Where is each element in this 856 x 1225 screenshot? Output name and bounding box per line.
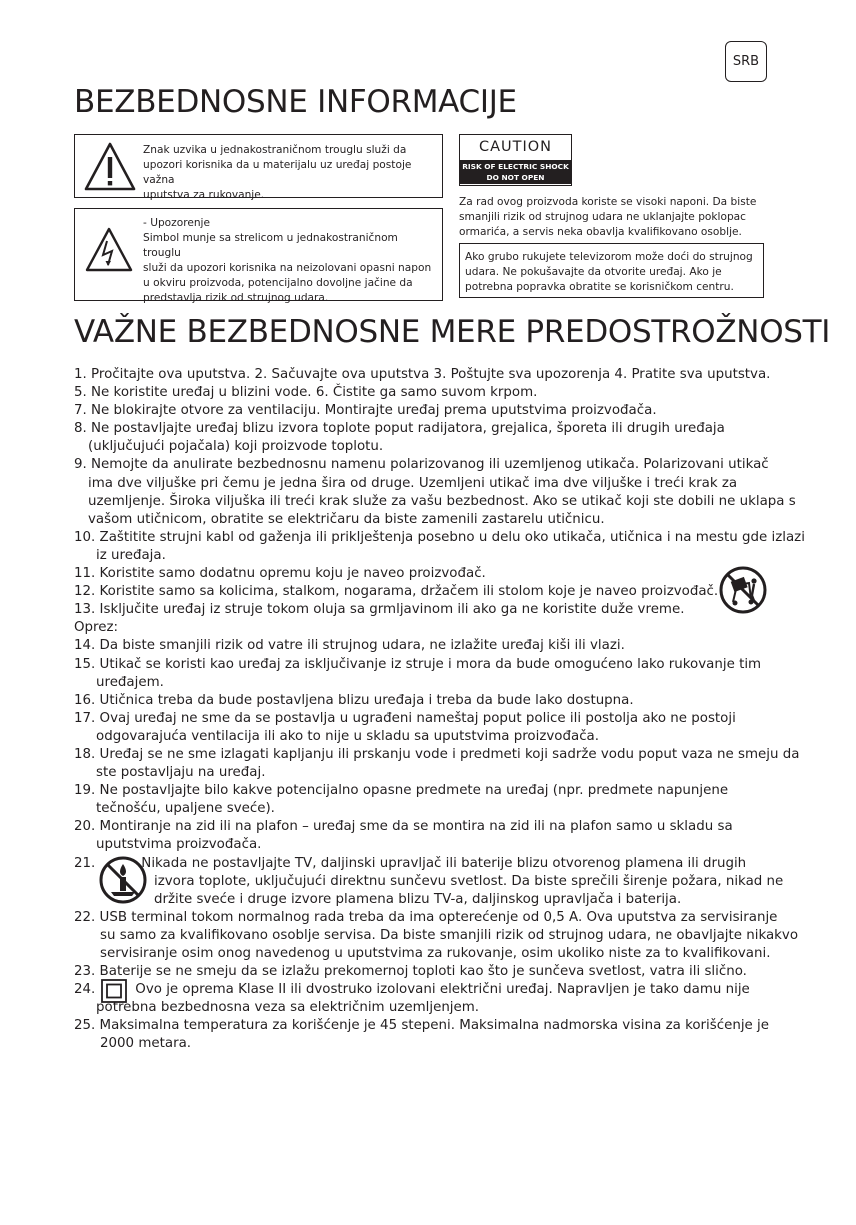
precautions-list bbox=[74, 366, 805, 1054]
box2-line: u okviru proizvoda, potencijalno dovoljne jačine da bbox=[143, 277, 413, 289]
class-ii-double-square-icon bbox=[101, 979, 127, 1007]
lightning-triangle-icon bbox=[85, 226, 133, 279]
list-item: tečnošću, upaljene sveće). bbox=[96, 801, 275, 817]
list-item: Oprez: bbox=[74, 620, 119, 636]
list-item: 13. Isključite uređaj iz struje tokom oluja sa grmljavinom ili ako ga ne koristite duže vreme. bbox=[74, 602, 685, 618]
list-item: 20. Montiranje na zid ili na plafon – uređaj sme da se montira na zid ili na plafon samo u skladu sa bbox=[74, 819, 733, 835]
box2-line: predstavlja rizik od strujnog udara. bbox=[143, 292, 329, 304]
list-item: vašom utičnicom, obratite se električaru da biste zamenili zastarelu utičnicu. bbox=[88, 511, 605, 527]
list-item: odgovarajuća ventilacija ili ako to nije u skladu sa uputstvima proizvođača. bbox=[96, 728, 600, 744]
box1-line: upozori korisnika da u materijalu uz uređaj postoje važna bbox=[143, 159, 412, 186]
list-item: 7. Ne blokirajte otvore za ventilaciju. Montirajte uređaj prema uputstvima proizvođača. bbox=[74, 403, 657, 419]
list-item: 12. Koristite samo sa kolicima, stalkom, nogarama, držačem ili stolom koje je naveo proizvođač. bbox=[74, 584, 719, 600]
list-item: 14. Da biste smanjili rizik od vatre ili strujnog udara, ne izlažite uređaj kiši ili vlazi. bbox=[74, 638, 625, 654]
list-item: 9. Nemojte da anulirate bezbednosnu namenu polarizovanog ili uzemljenog utikača. Polarizovani utikač bbox=[74, 457, 769, 473]
list-item: iz uređaja. bbox=[96, 547, 166, 563]
box2-line: - Upozorenje bbox=[143, 217, 211, 229]
list-item: 11. Koristite samo dodatnu opremu koju je naveo proizvođač. bbox=[74, 566, 486, 582]
box2-line: Simbol munje sa strelicom u jednakostraničnom trouglu bbox=[143, 232, 398, 259]
caution-line-1: RISK OF ELECTRIC SHOCK bbox=[462, 162, 569, 171]
exclamation-warning-box bbox=[74, 134, 443, 201]
high-voltage-notice bbox=[459, 195, 769, 240]
list-item: 25. Maksimalna temperatura za korišćenje je 45 stepeni. Maksimalna nadmorska visina za korišćenje je bbox=[74, 1018, 770, 1034]
list-number: 24. bbox=[74, 982, 96, 998]
list-item: uzemljenje. Široka viljuška ili treći krak služe za vašu bezbednost. Ako se utikač koji ste dobili ne uklapa s bbox=[88, 493, 796, 509]
list-item: (uključujući pojačala) koji proizvode toplotu. bbox=[88, 439, 384, 455]
list-item: 18. Uređaj se ne sme izlagati kapljanju ili prskanju vode i predmeti koji sadrže vodu poput vaza ne smeju da bbox=[74, 746, 800, 762]
no-open-flame-icon bbox=[98, 855, 148, 909]
list-item: 1. Pročitajte ova uputstva. 2. Sačuvajte ova uputstva 3. Poštujte sva upozorenja 4. Pratite sva uputstva. bbox=[74, 367, 771, 382]
list-item: 17. Ovaj uređaj ne sme da se postavlja u ugrađeni nameštaj poput police ili postolja ako ne postoji bbox=[74, 710, 736, 726]
list-item: ste postavljaju na uređaj. bbox=[96, 765, 266, 781]
section-title-precautions: VAŽNE BEZBEDNOSNE MERE PREDOSTROŽNOSTI bbox=[74, 314, 831, 350]
language-badge: SRB bbox=[725, 41, 767, 82]
list-item: 5. Ne koristite uređaj u blizini vode. 6. Čistite ga samo suvom krpom. bbox=[74, 385, 538, 401]
list-item: uređajem. bbox=[96, 674, 164, 690]
caution-label bbox=[459, 134, 572, 186]
rough-line: udara. Ne pokušavajte da otvorite uređaj. Ako je bbox=[465, 266, 722, 278]
section-title-safety-info: BEZBEDNOSNE INFORMACIJE bbox=[74, 84, 517, 120]
caution-title: CAUTION bbox=[478, 139, 553, 155]
box1-line: uputstva za rukovanje. bbox=[143, 189, 265, 201]
voltage-line: Za rad ovog proizvoda koriste se visoki naponi. Da biste bbox=[459, 196, 757, 208]
list-item: 19. Ne postavljajte bilo kakve potencijalno opasne predmete na uređaj (npr. predmete napunjene bbox=[74, 783, 729, 799]
list-item: 15. Utikač se koristi kao uređaj za isključivanje iz struje i mora da bude omogućeno lako rukovanje tim bbox=[74, 656, 762, 672]
box2-line: služi da upozori korisnika na neizolovani opasni napon bbox=[143, 262, 432, 274]
rough-handling-box bbox=[459, 243, 764, 298]
rough-line: Ako grubo rukujete televizorom može doći do strujnog bbox=[465, 251, 753, 263]
caution-line-2: DO NOT OPEN bbox=[486, 173, 545, 182]
list-item: izvora toplote, uključujući direktnu sunčevu svetlost. Da biste sprečili širenje požara, nikad ne bbox=[154, 873, 784, 889]
box1-line: Znak uzvika u jednakostraničnom trouglu služi da bbox=[143, 144, 407, 156]
list-item-text: Ovo je oprema Klase II ili dvostruko izolovani električni uređaj. Napravljen je tako damu nije bbox=[135, 982, 750, 998]
exclamation-triangle-icon bbox=[84, 141, 136, 198]
list-item: uputstvima proizvođača. bbox=[96, 837, 262, 853]
list-item: 23. Baterije se ne smeju da se izlažu prekomernoj toploti kao što je sunčeva svetlost, vatra ili slično. bbox=[74, 964, 747, 980]
list-item bbox=[74, 855, 774, 873]
voltage-line: ormarića, a servis neka obavlja kvalifikovano osoblje. bbox=[459, 226, 742, 238]
list-item: ima dve viljuške pri čemu je jedna šira od druge. Uzemljeni utikač ima dve viljuške i treći krak za bbox=[88, 475, 738, 491]
list-number: 21. bbox=[74, 855, 96, 871]
lightning-warning-box bbox=[74, 208, 443, 304]
list-item: držite sveće i druge izvore plamena blizu TV-a, daljinskog upravljača i baterija. bbox=[154, 891, 682, 907]
list-item bbox=[74, 981, 774, 999]
list-item: potrebna bezbednosna veza sa električnim uzemljenjem. bbox=[96, 1000, 480, 1016]
no-cart-tipping-icon bbox=[718, 565, 768, 619]
list-item: 10. Zaštitite strujni kabl od gaženja ili priklještenja posebno u delu oko utikača, utičnica i na mestu gde izlazi bbox=[74, 529, 805, 545]
list-item: 2000 metara. bbox=[100, 1036, 192, 1052]
rough-line: potrebna popravka obratite se korisničkom centru. bbox=[465, 281, 734, 293]
list-item: su samo za kvalifikovano osoblje servisa. Da biste smanjili rizik od strujnog udara, ne obavljajte nikakvo bbox=[100, 927, 799, 943]
voltage-line: smanjili rizik od strujnog udara ne uklanjajte poklopac bbox=[459, 211, 747, 223]
list-item: 8. Ne postavljajte uređaj blizu izvora toplote poput radijatora, grejalica, šporeta ili drugih uređaja bbox=[74, 421, 725, 437]
caution-bar bbox=[460, 160, 571, 184]
list-item: servisiranje osim onog navedenog u uputstvima za rukovanje, osim ukoliko niste za to kvalifikovani. bbox=[100, 946, 771, 961]
list-item-text: Nikada ne postavljajte TV, daljinski upravljač ili baterije blizu otvorenog plamena ili drugih bbox=[141, 855, 747, 871]
list-item: 16. Utičnica treba da bude postavljena blizu uređaja i treba da bude lako dostupna. bbox=[74, 692, 634, 708]
list-item: 22. USB terminal tokom normalnog rada treba da ima opterećenje od 0,5 A. Ova uputstva za servisiranje bbox=[74, 909, 778, 925]
